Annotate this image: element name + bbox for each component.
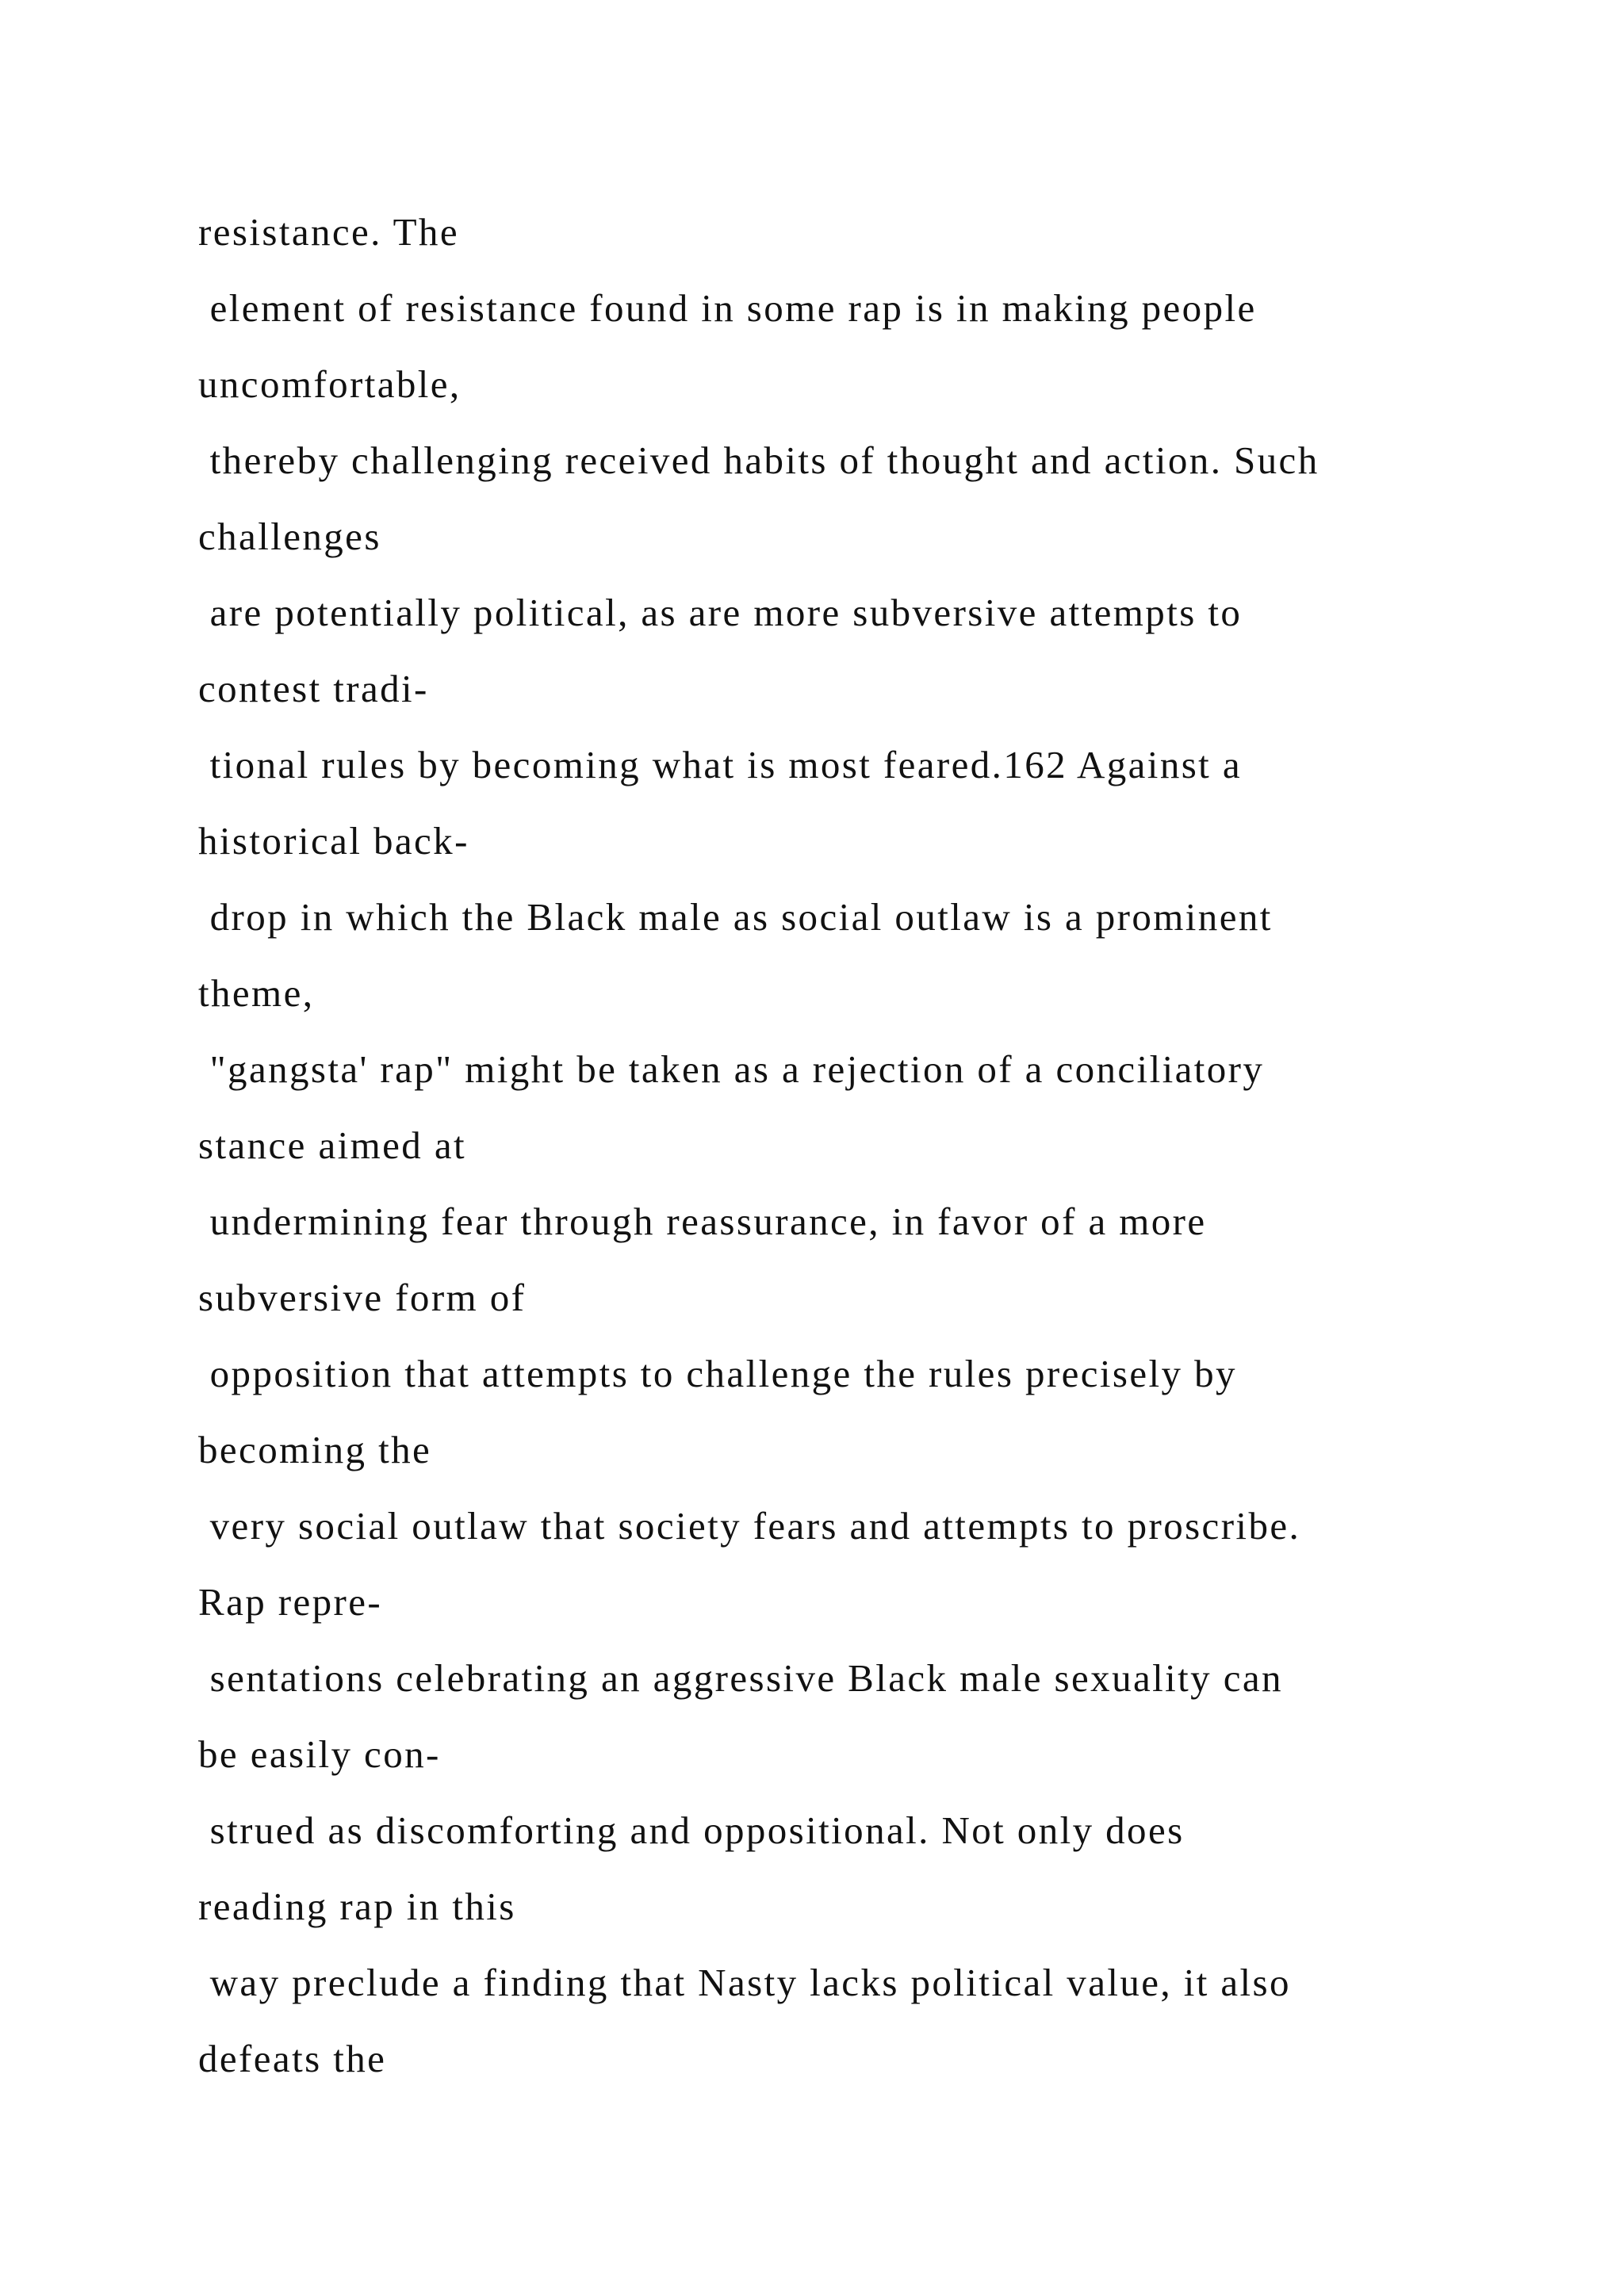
text-line-18: very social outlaw that society fears and attempts to proscribe.: [198, 1504, 1301, 1548]
text-line-11: theme,: [198, 971, 315, 1015]
text-line-22: strued as discomforting and oppositional. Not only does: [198, 1808, 1185, 1852]
text-line-4: thereby challenging received habits of thought and action. Such: [198, 438, 1320, 482]
text-line-7: contest tradi-: [198, 667, 429, 710]
text-line-15: subversive form of: [198, 1276, 527, 1319]
text-line-9: historical back-: [198, 819, 469, 863]
text-line-25: defeats the: [198, 2037, 387, 2080]
text-line-19: Rap repre-: [198, 1580, 383, 1624]
text-line-23: reading rap in this: [198, 1885, 516, 1928]
text-line-14: undermining fear through reassurance, in favor of a more: [198, 1200, 1207, 1243]
text-line-2: element of resistance found in some rap is in making people: [198, 286, 1257, 330]
text-line-10: drop in which the Black male as social outlaw is a prominent: [198, 895, 1273, 939]
text-line-13: stance aimed at: [198, 1123, 467, 1167]
text-line-3: uncomfortable,: [198, 362, 462, 406]
text-line-1: resistance. The: [198, 210, 459, 254]
text-line-20: sentations celebrating an aggressive Black male sexuality can: [198, 1656, 1283, 1700]
text-line-6: are potentially political, as are more subversive attempts to: [198, 591, 1243, 634]
text-line-8: tional rules by becoming what is most feared.162 Against a: [198, 743, 1242, 786]
text-line-24: way preclude a finding that Nasty lacks political value, it also: [198, 1961, 1291, 2004]
text-line-17: becoming the: [198, 1428, 432, 1471]
text-line-16: opposition that attempts to challenge the rules precisely by: [198, 1352, 1237, 1395]
text-line-12: "gangsta' rap" might be taken as a rejection of a conciliatory: [198, 1047, 1265, 1091]
text-line-5: challenges: [198, 515, 381, 558]
body-text: [198, 194, 1546, 2097]
text-line-21: be easily con-: [198, 1732, 441, 1776]
